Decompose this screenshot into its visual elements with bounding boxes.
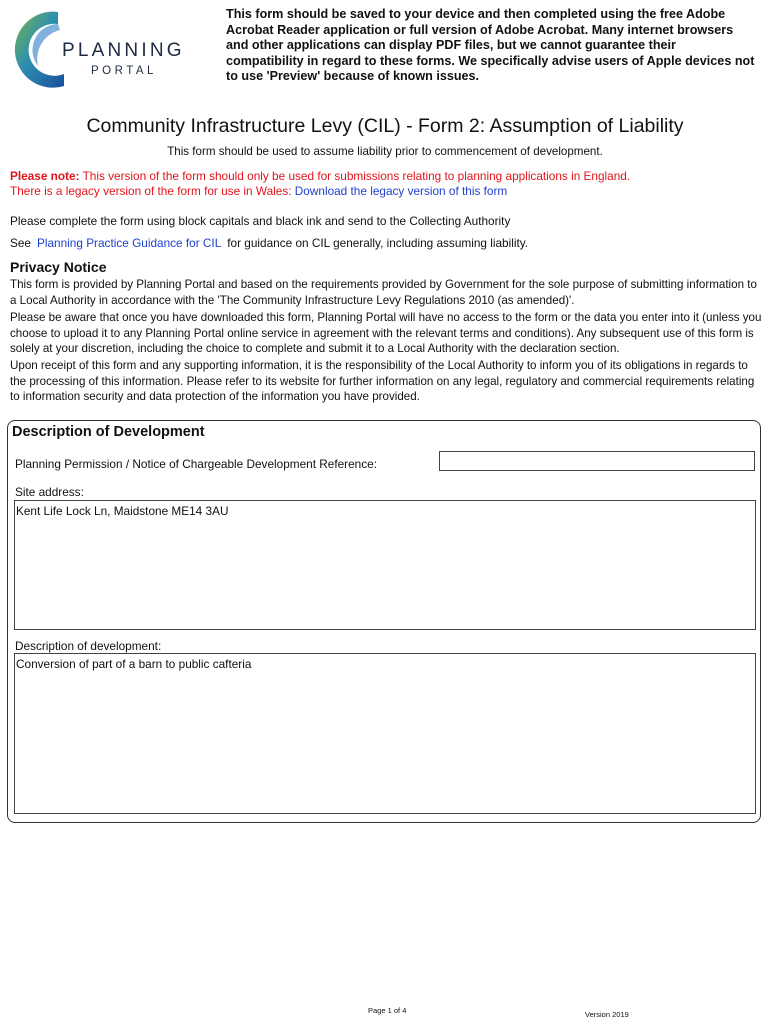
privacy-paragraph-2: Please be aware that once you have downloaded this form, Planning Portal will have no access to the form or the data you enter into it (unless you choose to upload it to any Planning Portal online service in agreement with the relevant terms and conditions). Any subsequent use of this form is solely at your discretion, including the choice to complete and submit it to a Local Authority with the declaration section. <box>10 311 762 355</box>
privacy-paragraph-3: Upon receipt of this form and any supporting information, it is the responsibility of the Local Authority to inform you of its obligations in regards to the processing of this information. Please refer to its website for further information on any legal, regulatory and commercial requirements relating to information security and data protection of the information you have provided. <box>10 359 755 403</box>
england-note <box>10 169 630 183</box>
form-title: Community Infrastructure Levy (CIL) - Form 2: Assumption of Liability <box>86 115 684 137</box>
logo-text-portal: PORTAL <box>91 65 157 77</box>
site-address-input[interactable] <box>14 500 756 630</box>
site-address-value[interactable]: Kent Life Lock Ln, Maidstone ME14 3AU <box>16 504 229 518</box>
save-notice: This form should be saved to your device and then completed using the free Adobe Acrobat Reader application or full version of Adobe Acrobat. Many internet browsers and other applications can display PDF files, but we cannot guarantee their compatibility in regard to these forms. We specifically advise users of Apple devices not to use 'Preview' because of known issues. <box>226 7 755 84</box>
form-subtitle: This form should be used to assume liability prior to commencement of development. <box>167 145 603 158</box>
development-description-value[interactable]: Conversion of part of a barn to public cafteria <box>16 657 252 671</box>
see-text: See <box>10 236 31 250</box>
development-description-label: Description of development: <box>15 639 162 653</box>
wales-note-text: There is a legacy version of the form for use in Wales: <box>10 184 292 198</box>
reference-input[interactable] <box>439 451 755 471</box>
privacy-paragraph-1: This form is provided by Planning Portal and based on the requirements provided by Government for the sole purpose of submitting information to a Local Authority in accordance with the 'The Community Infrastructure Levy Regulations 2010 (as amended)'. <box>10 278 757 307</box>
guidance-after-text: for guidance on CIL generally, including assuming liability. <box>227 236 529 250</box>
logo-text-planning: PLANNING <box>62 40 185 61</box>
completion-instructions: Please complete the form using block capitals and black ink and send to the Collecting Authority <box>10 214 511 228</box>
privacy-heading: Privacy Notice <box>10 259 107 275</box>
reference-label: Planning Permission / Notice of Chargeable Development Reference: <box>15 457 377 471</box>
version-label: Version 2019 <box>585 1010 629 1019</box>
guidance-line <box>10 236 528 250</box>
legacy-form-link[interactable]: Download the legacy version of this form <box>294 184 508 198</box>
england-note-text: This version of the form should only be used for submissions relating to planning applications in England. <box>79 169 631 183</box>
please-note-label: Please note: <box>10 169 80 183</box>
development-description-input[interactable] <box>14 653 756 814</box>
description-heading: Description of Development <box>12 424 205 440</box>
page-number: Page 1 of 4 <box>368 1006 407 1015</box>
site-address-label: Site address: <box>15 485 84 499</box>
wales-note <box>10 184 507 198</box>
cil-guidance-link[interactable]: Planning Practice Guidance for CIL <box>37 236 222 250</box>
